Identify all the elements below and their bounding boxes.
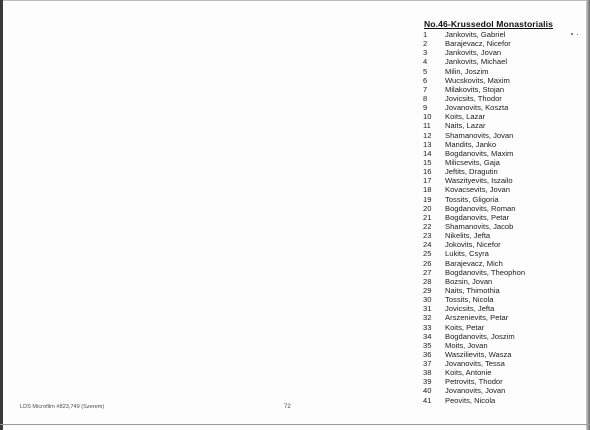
page-right-edge xyxy=(586,0,590,430)
row-person-name: Jovicsits, Jefta xyxy=(445,304,495,314)
row-person-name: Naits, Lazar xyxy=(445,121,486,131)
row-person-name: Lukits, Csyra xyxy=(445,249,489,259)
row-person-name: Koits, Lazar xyxy=(445,112,486,122)
page-left-edge xyxy=(0,0,3,430)
row-person-name: Kovacsevits, Jovan xyxy=(445,185,510,195)
row-person-name: Jankovits, Gabriel xyxy=(445,30,506,39)
roster-row xyxy=(423,277,573,286)
roster-row xyxy=(423,231,573,240)
row-number: 4 xyxy=(423,57,428,67)
row-number: 36 xyxy=(423,349,432,359)
roster-row xyxy=(423,259,573,268)
roster-row xyxy=(423,359,573,368)
row-person-name: Jankovits, Jovan xyxy=(445,48,502,58)
row-person-name: Arszenievits, Petar xyxy=(445,313,509,323)
row-person-name: Shamanovits, Jacob xyxy=(445,221,514,231)
row-person-name: Jovanovits, Koszta xyxy=(445,103,509,113)
roster-row xyxy=(423,204,573,213)
page-top-edge xyxy=(0,0,590,1)
page-bottom-edge xyxy=(0,424,590,425)
roster-row xyxy=(423,213,573,222)
row-number: 9 xyxy=(423,103,428,113)
row-person-name: Jovanovits, Tessa xyxy=(445,359,505,369)
row-number: 30 xyxy=(423,295,432,305)
roster-row xyxy=(423,121,573,130)
row-person-name: Bogdanovits, Joszim xyxy=(445,331,515,341)
row-number: 5 xyxy=(423,66,428,76)
row-number: 21 xyxy=(423,212,432,222)
row-person-name: Koits, Antonie xyxy=(445,368,492,378)
row-number: 3 xyxy=(423,48,428,58)
row-number: 37 xyxy=(423,359,432,369)
row-person-name: Shamanovits, Jovan xyxy=(445,130,514,140)
row-person-name: Bogdanovits, Roman xyxy=(445,203,516,213)
row-number: 35 xyxy=(423,340,432,350)
roster-row xyxy=(423,295,573,304)
row-number: 7 xyxy=(423,84,428,94)
microfilm-footer: LDS Microfilm #823,749 (Szerem) xyxy=(20,404,105,410)
row-person-name: Wucskovits, Maxim xyxy=(445,75,510,85)
roster-row xyxy=(423,103,573,112)
row-person-name: Waszilievits, Wasza xyxy=(445,349,512,359)
roster-row xyxy=(423,222,573,231)
roster-row xyxy=(423,350,573,359)
row-person-name: Jovicsits, Thodor xyxy=(445,93,502,103)
row-number: 41 xyxy=(423,395,432,405)
row-number: 28 xyxy=(423,276,432,286)
row-number: 15 xyxy=(423,157,432,167)
roster-row xyxy=(423,57,573,66)
roster-row xyxy=(423,304,573,313)
roster-row xyxy=(423,85,573,94)
roster-row xyxy=(423,332,573,341)
row-person-name: Waszityevits, Iszailo xyxy=(445,176,513,186)
roster-row xyxy=(423,167,573,176)
roster-row xyxy=(423,140,573,149)
roster-row xyxy=(423,313,573,322)
row-person-name: Jovanovits, Jovan xyxy=(445,386,506,396)
row-person-name: Moits, Jovan xyxy=(445,340,488,350)
roster-row xyxy=(423,240,573,249)
row-person-name: Mandits, Janko xyxy=(445,139,497,149)
row-number: 32 xyxy=(423,313,432,323)
row-number: 26 xyxy=(423,258,432,268)
row-number: 38 xyxy=(423,368,432,378)
row-person-name: Peovits, Nicola xyxy=(445,395,496,405)
row-person-name: Milicsevits, Gaja xyxy=(445,157,500,167)
roster-row xyxy=(423,286,573,295)
row-person-name: Nikelits, Jefta xyxy=(445,231,491,241)
roster-row xyxy=(423,149,573,158)
row-number: 16 xyxy=(423,167,432,177)
row-number: 11 xyxy=(423,121,431,131)
row-person-name: Bogdanovits, Theophon xyxy=(445,267,526,277)
row-person-name: Tossits, Nicola xyxy=(445,295,494,305)
row-person-name: Bogdanovits, Maxim xyxy=(445,148,514,158)
roster-row xyxy=(423,112,573,121)
row-person-name: Tossits, Gligoria xyxy=(445,194,499,204)
roster-row xyxy=(423,185,573,194)
row-person-name: Milakovits, Stojan xyxy=(445,84,505,94)
name-roster xyxy=(423,30,573,408)
list-title: No.46-Krussedol Monastorialis xyxy=(424,19,553,29)
roster-row xyxy=(423,67,573,76)
row-number: 18 xyxy=(423,185,432,195)
row-number: 13 xyxy=(423,139,432,149)
row-number: 22 xyxy=(423,221,432,231)
row-person-name: Bozsin, Jovan xyxy=(445,276,493,286)
row-person-name: Jankovits, Michael xyxy=(445,57,508,67)
row-person-name: Naits, Thimothia xyxy=(445,285,500,295)
row-person-name: Jokovits, Nicefor xyxy=(445,240,501,250)
row-person-name: Jeftits, Dragutin xyxy=(445,167,498,177)
row-number: 31 xyxy=(423,304,432,314)
roster-row xyxy=(423,386,573,395)
row-number: 1 xyxy=(423,30,428,39)
roster-row xyxy=(423,368,573,377)
roster-row xyxy=(423,39,573,48)
row-number: 20 xyxy=(423,203,432,213)
row-number: 25 xyxy=(423,249,432,259)
row-person-name: Barajevacz, Mich xyxy=(445,258,503,268)
row-number: 27 xyxy=(423,267,432,277)
roster-row xyxy=(423,377,573,386)
row-number: 33 xyxy=(423,322,432,332)
row-person-name: Petrovits, Thodor xyxy=(445,377,503,387)
roster-row xyxy=(423,131,573,140)
row-person-name: Bogdanovits, Petar xyxy=(445,212,510,222)
row-number: 12 xyxy=(423,130,432,140)
roster-row xyxy=(423,396,573,405)
row-number: 10 xyxy=(423,112,432,122)
roster-row xyxy=(423,76,573,85)
row-number: 34 xyxy=(423,331,432,341)
row-number: 29 xyxy=(423,285,432,295)
row-number: 14 xyxy=(423,148,432,158)
row-number: 17 xyxy=(423,176,432,186)
row-number: 19 xyxy=(423,194,432,204)
row-number: 6 xyxy=(423,75,428,85)
row-number: 39 xyxy=(423,377,432,387)
roster-row xyxy=(423,268,573,277)
roster-row xyxy=(423,249,573,258)
roster-row xyxy=(423,341,573,350)
row-number: 2 xyxy=(423,39,428,49)
roster-row xyxy=(423,30,573,39)
row-person-name: Milin, Joszim xyxy=(445,66,489,76)
roster-row xyxy=(423,158,573,167)
scan-speck xyxy=(577,34,578,35)
row-number: 24 xyxy=(423,240,432,250)
roster-row xyxy=(423,94,573,103)
row-number: 40 xyxy=(423,386,432,396)
roster-row xyxy=(423,195,573,204)
row-person-name: Koits, Petar xyxy=(445,322,485,332)
roster-row xyxy=(423,176,573,185)
row-number: 23 xyxy=(423,231,432,241)
roster-row xyxy=(423,323,573,332)
roster-row xyxy=(423,48,573,57)
page-number: 72 xyxy=(284,404,291,410)
row-person-name: Barajevacz, Nicefor xyxy=(445,39,511,49)
row-number: 8 xyxy=(423,93,428,103)
